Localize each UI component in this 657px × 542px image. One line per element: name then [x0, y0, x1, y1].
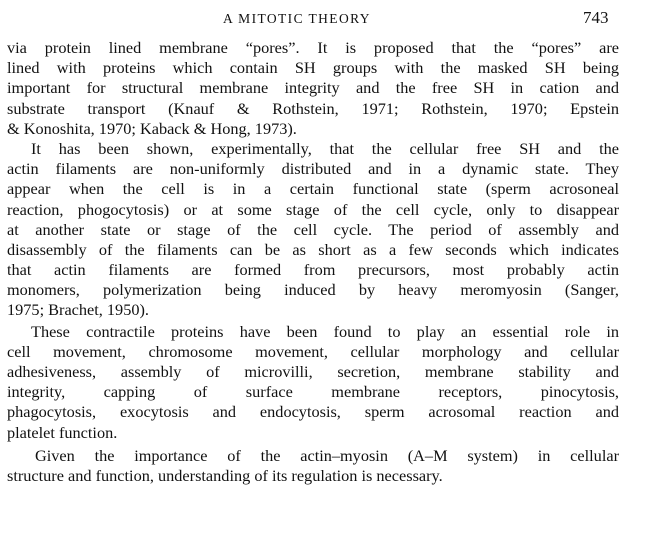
text-line: lined with proteins which contain SH groups with the masked SH being	[7, 58, 619, 78]
text-line: disassembly of the filaments can be as short as a few seconds which indicates	[7, 239, 619, 259]
text-line: 1975; Brachet, 1950).	[7, 300, 149, 320]
paragraph-continuation	[7, 38, 619, 139]
text-line: appear when the cell is in a certain functional state (sperm acrosoneal	[7, 179, 619, 199]
page-number: 743	[583, 8, 609, 27]
text-line: monomers, polymerization being induced by heavy meromyosin (Sanger,	[7, 280, 619, 300]
text-line: adhesiveness, assembly of microvilli, secretion, membrane stability and	[7, 362, 619, 381]
text-line: via protein lined membrane “pores”. It is proposed that the “pores” are	[7, 38, 619, 57]
text-line: These contractile proteins have been found to play an essential role in	[31, 321, 619, 341]
text-line: that actin filaments are formed from precursors, most probably actin	[7, 260, 619, 280]
text-line: actin filaments are non-uniformly distributed and in a dynamic state. They	[7, 159, 619, 179]
text-line: It has been shown, experimentally, that the cellular free SH and the	[31, 138, 619, 158]
text-line: platelet function.	[7, 422, 118, 442]
paragraph-actin-myosin	[7, 446, 619, 486]
body-text	[7, 38, 619, 486]
running-title: A MITOTIC THEORY	[223, 11, 371, 26]
running-header	[0, 8, 657, 30]
text-line: cell movement, chromosome movement, cellular morphology and cellular	[7, 341, 619, 361]
text-line: Given the importance of the actin–myosin (A–M system) in cellular	[35, 445, 619, 465]
paragraph-contractile-proteins	[7, 322, 619, 443]
paragraph-actin-filaments	[7, 139, 619, 321]
text-line: important for structural membrane integrity and the free SH in cation and	[7, 78, 619, 98]
text-line: & Konoshita, 1970; Kaback & Hong, 1973).	[7, 118, 297, 138]
text-line: integrity, capping of surface membrane receptors, pinocytosis,	[7, 382, 619, 402]
text-line: at another state or stage of the cell cycle. The period of assembly and	[7, 219, 619, 239]
text-line: phagocytosis, exocytosis and endocytosis, sperm acrosomal reaction and	[7, 402, 619, 422]
text-line: reaction, phogocytosis) or at some stage of the cell cycle, only to disappear	[7, 199, 619, 219]
text-line: structure and function, understanding of its regulation is necessary.	[7, 465, 443, 485]
text-line: substrate transport (Knauf & Rothstein, 1971; Rothstein, 1970; Epstein	[7, 98, 619, 118]
